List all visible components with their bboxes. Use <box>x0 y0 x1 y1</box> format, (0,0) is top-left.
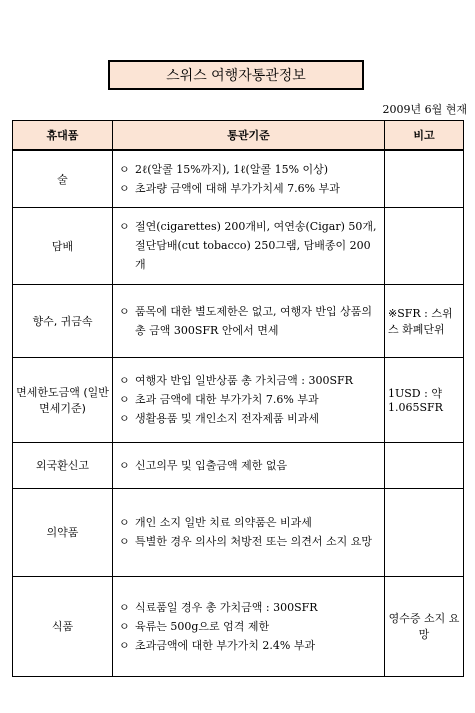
table-row <box>13 284 464 357</box>
row-category: 식품 <box>13 576 113 676</box>
bullet-icon: ㅇ <box>119 220 130 233</box>
row-category: 담배 <box>13 207 113 284</box>
list-item: ㅇ 2ℓ(알콜 15%까지), 1ℓ(알콜 15% 이상) <box>119 160 380 179</box>
row-criteria <box>113 207 385 284</box>
list-item: ㅇ 신고의무 및 입출금액 제한 없음 <box>119 456 380 475</box>
row-category: 술 <box>13 150 113 207</box>
page-title-text: 스위스 여행자통관정보 <box>166 68 306 84</box>
row-note: 1USD : 약 1.065SFR <box>385 357 464 442</box>
bullet-icon: ㅇ <box>119 412 130 425</box>
bullet-icon: ㅇ <box>119 374 130 387</box>
bullet-icon: ㅇ <box>119 516 130 529</box>
row-criteria <box>113 284 385 357</box>
header-criteria: 통관기준 <box>113 121 385 151</box>
row-category: 면세한도금액 (일반면세기준) <box>13 357 113 442</box>
row-note <box>385 150 464 207</box>
list-item: ㅇ 식료품일 경우 총 가치금액 : 300SFR <box>119 598 380 617</box>
list-item: ㅇ 생활용품 및 개인소지 전자제품 비과세 <box>119 409 380 428</box>
bullet-icon: ㅇ <box>119 162 130 176</box>
list-item: ㅇ 초과량 금액에 대해 부가가치세 7.6% 부과 <box>119 179 380 198</box>
table-row <box>13 576 464 676</box>
table-row <box>13 488 464 576</box>
row-category: 외국환신고 <box>13 442 113 488</box>
row-criteria <box>113 488 385 576</box>
customs-table <box>12 120 464 677</box>
list-item: ㅇ 육류는 500g으로 엄격 제한 <box>119 617 380 636</box>
row-note <box>385 442 464 488</box>
row-note <box>385 488 464 576</box>
bullet-icon: ㅇ <box>119 600 130 614</box>
row-criteria <box>113 442 385 488</box>
bullet-icon: ㅇ <box>119 181 130 195</box>
bullet-icon: ㅇ <box>119 638 130 652</box>
table-row <box>13 442 464 488</box>
bullet-icon: ㅇ <box>119 458 130 472</box>
row-criteria <box>113 357 385 442</box>
row-note <box>385 207 464 284</box>
table-header-row <box>13 121 464 151</box>
header-item: 휴대품 <box>13 121 113 151</box>
row-category: 의약품 <box>13 488 113 576</box>
bullet-icon: ㅇ <box>119 535 130 548</box>
bullet-icon: ㅇ <box>119 619 130 633</box>
row-note: 영수증 소지 요망 <box>385 576 464 676</box>
table-row <box>13 150 464 207</box>
list-item: ㅇ 개인 소지 일반 치료 의약품은 비과세 <box>119 513 380 532</box>
list-item: ㅇ 품목에 대한 별도제한은 없고, 여행자 반입 상품의 총 금액 300SFR 안에서 면세 <box>119 302 380 340</box>
list-item: ㅇ 특별한 경우 의사의 처방전 또는 의견서 소지 요망 <box>119 532 380 551</box>
table-row <box>13 357 464 442</box>
header-note: 비고 <box>385 121 464 151</box>
list-item: ㅇ 여행자 반입 일반상품 총 가치금액 : 300SFR <box>119 371 380 390</box>
table-row <box>13 207 464 284</box>
row-category: 향수, 귀금속 <box>13 284 113 357</box>
list-item: ㅇ 초과금액에 대한 부가가치 2.4% 부과 <box>119 636 380 655</box>
list-item: ㅇ 절연(cigarettes) 200개비, 여연송(Cigar) 50개, 절단담배(cut tobacco) 250그램, 담배종이 200개 <box>119 217 380 274</box>
bullet-icon: ㅇ <box>119 304 130 318</box>
page-title <box>108 60 364 90</box>
bullet-icon: ㅇ <box>119 393 130 406</box>
date-label: 2009년 6월 현재 <box>382 103 467 116</box>
row-criteria <box>113 150 385 207</box>
row-criteria <box>113 576 385 676</box>
list-item: ㅇ 초과 금액에 대한 부가가치 7.6% 부과 <box>119 390 380 409</box>
row-note: ※SFR : 스위스 화폐단위 <box>385 284 464 357</box>
